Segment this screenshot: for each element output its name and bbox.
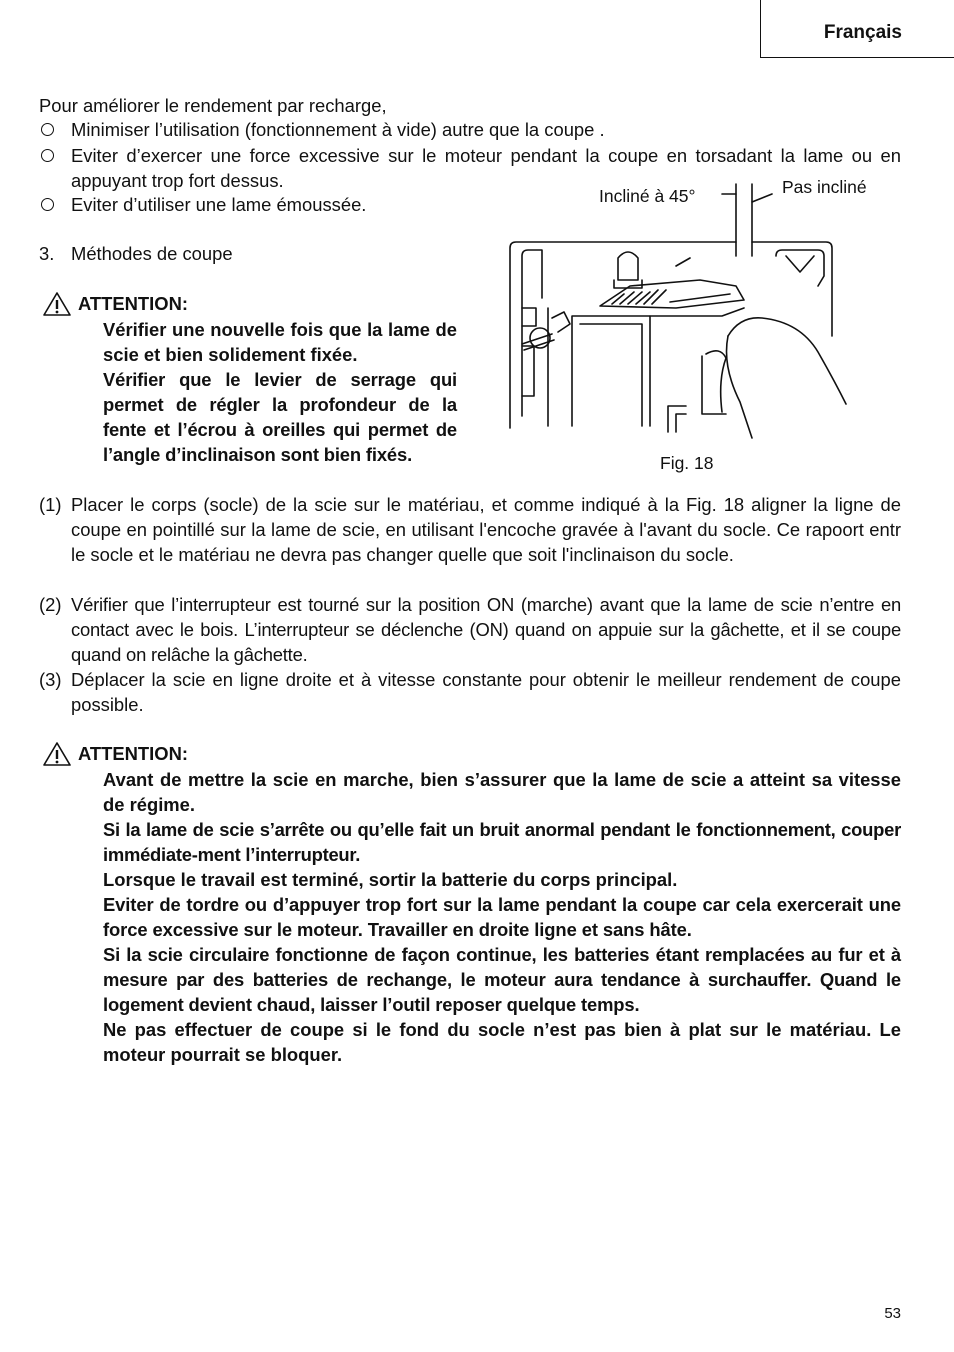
attention-text <box>103 317 457 467</box>
attention-line: Ne pas effectuer de coupe si le fond du socle n’est pas bien à plat sur le matériau. Le moteur pourrait se bloquer. <box>103 1019 901 1065</box>
step-number: (2) <box>39 594 62 615</box>
figure-label-inclined: Incliné à 45° <box>599 186 696 206</box>
attention-line: Vérifier une nouvelle fois que la lame de scie et bien solidement fixée. <box>103 319 457 365</box>
language-label: Français <box>823 22 902 43</box>
step-number: (3) <box>39 669 62 690</box>
bullet-text: Eviter d’utiliser une lame émoussée. <box>71 194 367 215</box>
attention-line: Vérifier que le levier de serrage qui permet de régler la profondeur de la fente et l’écrou à oreilles qui permet de l’angle d’inclinaison sont bien fixés. <box>103 369 457 465</box>
circle-bullet-icon <box>41 123 54 136</box>
bullet-text: Minimiser l’utilisation (fonctionnement à vide) autre que la coupe . <box>71 119 605 140</box>
section-number: 3. <box>39 243 55 264</box>
warning-triangle-icon <box>42 741 72 767</box>
attention-label: ATTENTION: <box>78 743 188 764</box>
step-text: Placer le corps (socle) de la scie sur le matériau, et comme indiqué à la Fig. 18 aligner la ligne de coupe en pointillé sur la lame de scie, en utilisant l'encoche gravée à l'avant du socle. Ce rapoort entr le socle et le matériau ne devra pas changer quelle que soit l'inclinaison du socle. <box>71 494 901 565</box>
circle-bullet-icon <box>41 149 54 162</box>
warning-triangle-icon <box>42 291 72 317</box>
attention-line: Avant de mettre la scie en marche, bien s’assurer que la lame de scie a atteint sa vitesse de régime. <box>103 769 901 815</box>
attention-label: ATTENTION: <box>78 293 188 314</box>
figure-caption: Fig. 18 <box>660 453 714 473</box>
attention-line: Eviter de tordre ou d’appuyer trop fort sur la lame pendant la coupe car cela exercerait une force excessive sur le moteur. Travailler en droite ligne et sans hâte. <box>103 894 901 940</box>
attention-line: Si la lame de scie s’arrête ou qu’elle fait un bruit anormal pendant le fonctionnement, couper immédiate-ment l’interrupteur. <box>103 819 901 865</box>
list-item <box>39 592 901 667</box>
attention-line: Lorsque le travail est terminé, sortir la batterie du corps principal. <box>103 869 678 890</box>
step-text: Déplacer la scie en ligne droite et à vitesse constante pour obtenir le meilleur rendement de coupe possible. <box>71 669 901 715</box>
language-tab <box>760 0 954 58</box>
saw-base-illustration <box>500 176 860 446</box>
bullet-item <box>39 117 901 142</box>
figure-label-not-inclined: Pas incliné <box>782 177 867 197</box>
step-number: (1) <box>39 494 62 515</box>
bullet-text: Eviter d’exercer une force excessive sur le moteur pendant la coupe en torsadant la lame ou en appuyant trop fort dessus. <box>71 145 901 191</box>
page-number: 53 <box>884 1305 901 1322</box>
list-item <box>39 492 901 592</box>
step-text: Vérifier que l’interrupteur est tourné sur la position ON (marche) avant que la lame de scie n’entre en contact avec le bois. L’interrupteur se déclenche (ON) quand on appuie sur la gâchette, et il se coupe quand on relâche la gâchette. <box>71 594 901 665</box>
attention-line: Si la scie circulaire fonctionne de façon continue, les batteries étant remplacées au fur et à mesure par des batteries de rechange, le moteur aura tendance à surchauffer. Quand le logement devient chaud, laisser l’outil reposer quelque temps. <box>103 944 901 1015</box>
circle-bullet-icon <box>41 198 54 211</box>
section-title: Méthodes de coupe <box>71 243 233 264</box>
list-item <box>39 667 901 717</box>
attention-text <box>103 767 901 1067</box>
intro-lead: Pour améliorer le rendement par recharge, <box>39 95 387 116</box>
